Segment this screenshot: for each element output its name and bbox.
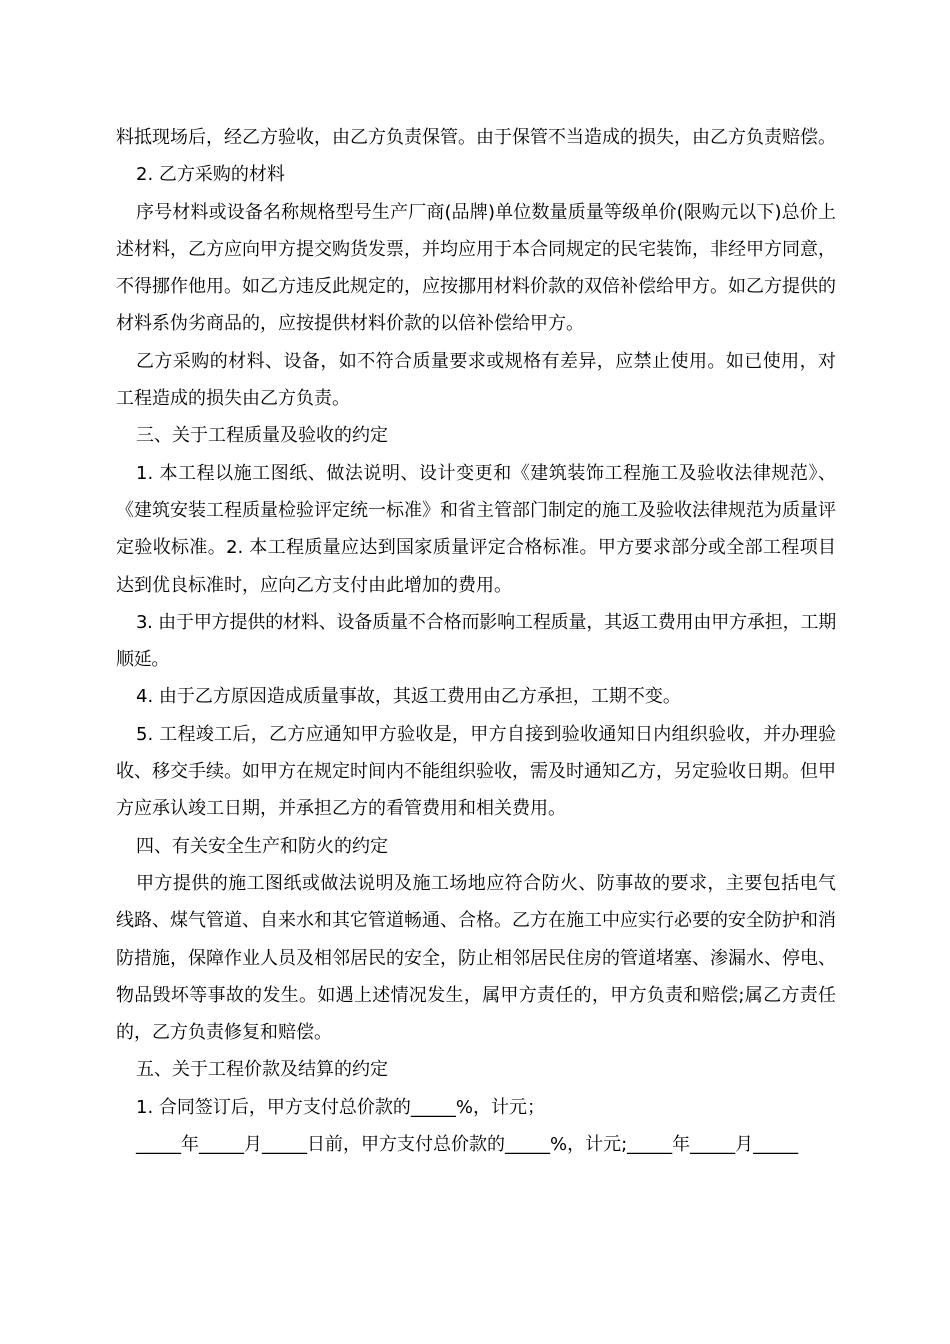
section-heading-quality-acceptance: 三、关于工程质量及验收的约定 [136,425,388,447]
paragraph-party-a-materials-rework: 3. 由于甲方提供的材料、设备质量不合格而影响工程质量，其返工费用由甲方承担，工期顺延。 [116,611,836,671]
paragraph-first-payment: 1. 合同签订后，甲方支付总价款的_____%，计元； [136,1096,545,1118]
paragraph-party-b-quality-accident: 4. 由于乙方原因造成质量事故，其返工费用由乙方承担，工期不变。 [136,686,681,708]
paragraph-acceptance-standards: 1. 本工程以施工图纸、做法说明、设计变更和《建筑装饰工程施工及验收法律规范》、《建筑安装工程质量检验评定统一标准》和省主管部门制定的施工及验收法律规范为质量评定验收标准。2. 本工程质量应达到国家质量评定合格标准。甲方要求部分或全部工程项目达到优良标准时，应向乙方支付由此增加的费用。 [116,462,836,596]
paragraph-material-list-terms: 序号材料或设备名称规格型号生产厂商(品牌)单位数量质量等级单价(限购元以下)总价上述材料，乙方应向甲方提交购货发票，并均应用于本合同规定的民宅装饰，非经甲方同意，不得挪作他用。如乙方违反此规定的，应按挪用材料价款的双倍补偿给甲方。如乙方提供的材料系伪劣商品的，应按提供材料价款的以倍补偿给甲方。 [116,201,836,335]
paragraph-material-custody: 料抵现场后，经乙方验收，由乙方负责保管。由于保管不当造成的损失，由乙方负责赔偿。 [116,127,836,148]
paragraph-safety-fire-terms: 甲方提供的施工图纸或做法说明及施工场地应符合防火、防事故的要求，主要包括电气线路、煤气管道、自来水和其它管道畅通、合格。乙方在施工中应实行必要的安全防护和消防措施，保障作业人员及相邻居民的安全，防止相邻居民住房的管道堵塞、渗漏水、停电、物品毁坏等事故的发生。如遇上述情况发生，属甲方责任的，甲方负责和赔偿;属乙方责任的，乙方负责修复和赔偿。 [116,872,836,1044]
document-page [116,119,836,1163]
paragraph-payment-schedule: _____年_____月_____日前，甲方支付总价款的_____%，计元;_____年_____月_____ [136,1134,799,1156]
paragraph-quality-requirements: 乙方采购的材料、设备，如不符合质量要求或规格有差异，应禁止使用。如已使用，对工程造成的损失由乙方负责。 [116,350,836,410]
heading-party-b-materials: 2. 乙方采购的材料 [136,164,285,186]
section-heading-price-settlement: 五、关于工程价款及结算的约定 [136,1059,388,1081]
paragraph-completion-acceptance: 5. 工程竣工后，乙方应通知甲方验收是，甲方自接到验收通知日内组织验收，并办理验收、移交手续。如甲方在规定时间内不能组织验收，需及时通知乙方，另定验收日期。但甲方应承认竣工日期，并承担乙方的看管费用和相关费用。 [116,723,836,820]
section-heading-safety-fire: 四、有关安全生产和防火的约定 [136,835,388,857]
